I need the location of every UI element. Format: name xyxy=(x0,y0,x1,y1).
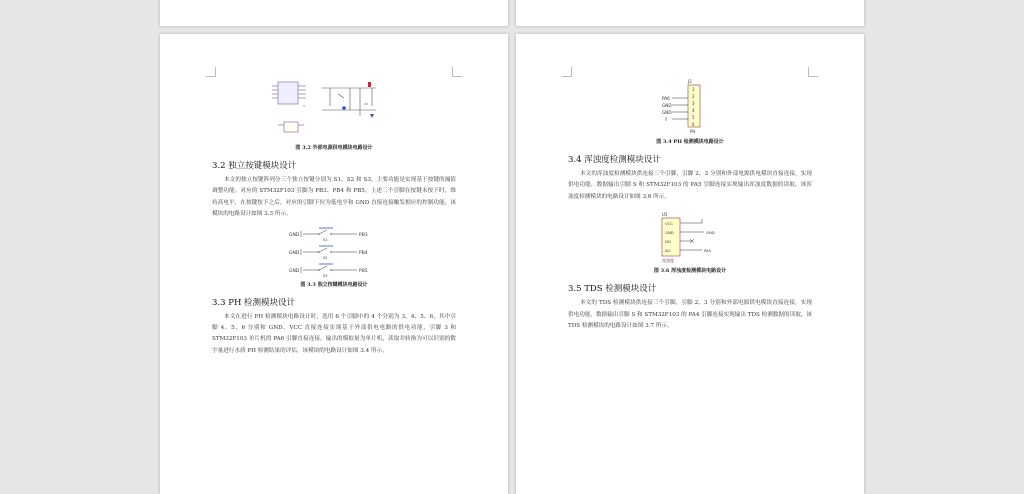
ph-pin-number: 5 xyxy=(692,115,695,120)
btn-gnd-3: GND xyxy=(289,268,300,274)
turb-label-gnd: GND xyxy=(706,230,715,236)
button-circuit-part xyxy=(330,269,332,271)
ph-label-gnd-1: GND xyxy=(662,103,672,108)
ph-ref: J2 xyxy=(688,79,692,84)
section-heading: 3.4 浑浊度检测模块设计 xyxy=(568,155,661,165)
button-circuit-part xyxy=(330,251,332,253)
btn-gnd-2: GND xyxy=(289,250,300,256)
previous-page-right xyxy=(516,0,864,26)
paragraph: 本文的浑浊度检测模块供连接三个引脚，引脚 2、3 分别和外部电源供电模块直接连接，实现供电功能，数据输出引脚 S 和 STM32F103 的 PA5 引脚连接实现输出浑浊度数据的读取，该浑浊度检测模块的电路设计如图 3.6 所示。 xyxy=(568,171,812,200)
turb-label-pa5: PA5 xyxy=(704,248,712,254)
button-circuit-part xyxy=(318,233,320,235)
btn-pin-2: PB4 xyxy=(359,250,368,256)
ph-pin-number: 2 xyxy=(692,94,695,99)
ph-pin-number: 3 xyxy=(692,101,695,106)
document-page-right xyxy=(516,34,864,494)
turb-pin-ao: AO xyxy=(665,248,671,254)
button-circuit-part xyxy=(319,230,327,234)
figure-3-4-ph-circuit xyxy=(660,78,720,136)
turb-name: 浑浊度 xyxy=(662,258,674,264)
figure-caption: 图 3.4 PH 检测模块电路设计 xyxy=(656,139,724,145)
section-heading: 3.2 独立按键模块设计 xyxy=(212,161,297,171)
turb-ref: U5 xyxy=(662,212,668,218)
ph-pin-number: 6 xyxy=(692,122,695,127)
turb-pin-do: DO xyxy=(665,239,671,245)
turb-pin-vcc: VCC xyxy=(665,221,673,227)
btn-pin-1: PB3 xyxy=(359,232,368,238)
figure-caption: 图 3.2 外部电源供电模块电路设计 xyxy=(295,145,373,151)
ph-label-pa6: PA6 xyxy=(662,96,670,101)
document-page-left xyxy=(160,34,508,494)
figure-caption: 图 3.3 独立按键模块电路设计 xyxy=(300,281,368,288)
btn-pin-3: PB5 xyxy=(359,268,368,274)
paragraph: 本文在进行 PH 检测模块电路设计时，选用 6 个引脚中的 4 个分别为 3、4、5、6，其中引脚 4、5、6 分别和 GND、VCC 直接连接实现基于外部供电电路的供电功能，引脚 3 和 STM32F103 单片机的 PA6 引脚直接连接，输出的模拟量为单片机，读取并转换为可以识别的数字量进行水质 PH 检测结果的评估，该模块的电路设计如图 3.4 所示。 xyxy=(212,313,456,354)
button-circuit-part xyxy=(318,251,320,253)
button-circuit-part xyxy=(319,266,327,270)
figure-caption: 图 3.6 浑浊度检测模块电路设计 xyxy=(653,268,727,275)
btn-switch-1: S1 xyxy=(323,237,328,242)
margin-corner-mark xyxy=(562,67,572,77)
previous-page-left xyxy=(160,0,508,26)
btn-gnd-1: GND xyxy=(289,232,300,238)
section-heading: 3.5 TDS 检测模块设计 xyxy=(568,284,657,295)
figure-3-2-power-circuit xyxy=(264,76,404,142)
ph-pin-number: 4 xyxy=(692,108,695,113)
btn-switch-2: S2 xyxy=(323,255,328,260)
turb-pin-gnd: GND xyxy=(665,230,674,236)
ph-label-gnd-2: GND xyxy=(662,110,672,115)
paragraph: 本文的独立按键阵列分三个独立按键分别为 S1、S2 和 S3，主要功能是实现基于按键的阈值调整功能。对应的 STM32F103 引脚为 PB3、PB4 和 PB5，上述三个引脚在按键未按下时，维持高电平，在按键按下之后，对应的引脚下拉为低电平和 GND 直接连接触发相应的控制功能，该模块的电路设计如图 3.3 所示。 xyxy=(212,177,456,218)
margin-corner-mark xyxy=(808,67,818,77)
figure-3-6-turbidity-circuit xyxy=(658,211,722,265)
ph-pin-number: 1 xyxy=(692,87,695,92)
section-heading: 3.3 PH 检测模块设计 xyxy=(212,297,296,308)
paragraph: 本文的 TDS 检测模块供连接三个引脚，引脚 2、3 分别和外部电源供电模块直接连接，实现供电功能，数据输出引脚 S 和 STM32F103 的 PA4 引脚连接实现输出 TDS 检测数据的读取，该 TDS 检测模块的电路设计如图 3.7 所示。 xyxy=(568,300,812,330)
button-circuit-part xyxy=(330,233,332,235)
figure-3-3-button-circuit xyxy=(289,227,379,279)
btn-switch-3: S3 xyxy=(323,273,328,278)
button-circuit-part xyxy=(319,248,327,252)
button-circuit-part xyxy=(318,269,320,271)
ph-name: PH xyxy=(690,129,696,134)
